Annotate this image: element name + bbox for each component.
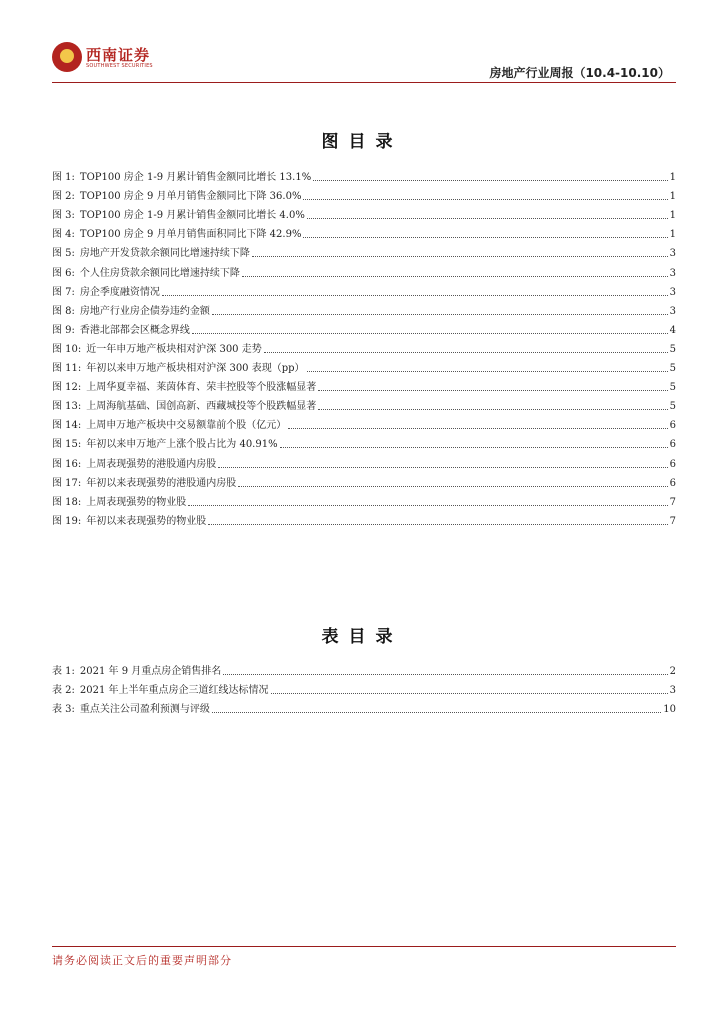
toc-entry-page: 5 xyxy=(669,382,676,394)
toc-dot-leader xyxy=(313,180,667,181)
toc-entry-number: 图 5: xyxy=(52,248,75,260)
toc-dot-leader xyxy=(307,218,668,219)
toc-entry-page: 3 xyxy=(669,248,676,260)
toc-dot-leader xyxy=(252,256,668,257)
toc-entry-title: 年初以来申万地产板块相对沪深 300 表现（pp） xyxy=(86,363,305,375)
footer-disclaimer: 请务必阅读正文后的重要声明部分 xyxy=(52,954,232,967)
toc-entry-page: 1 xyxy=(669,172,676,184)
toc-entry[interactable] xyxy=(52,299,676,318)
toc-entry[interactable] xyxy=(52,337,676,356)
toc-entry-number: 图 1: xyxy=(52,172,75,184)
toc-entry-page: 2 xyxy=(669,666,676,678)
toc-entry[interactable] xyxy=(52,165,676,184)
logo-name: 西南证券 xyxy=(86,46,151,64)
toc-entry-number: 图 17: xyxy=(52,477,82,489)
toc-entry-title: TOP100 房企 1-9 月累计销售金额同比增长 4.0% xyxy=(79,210,305,222)
toc-dot-leader xyxy=(242,276,668,277)
toc-dot-leader xyxy=(212,712,661,713)
toc-entry[interactable] xyxy=(52,509,676,528)
toc-entry-number: 图 18: xyxy=(52,496,82,508)
toc-entry-number: 表 1: xyxy=(52,666,75,678)
toc-entry-page: 6 xyxy=(669,420,676,432)
page-header xyxy=(52,40,676,80)
toc-entry-page: 10 xyxy=(663,704,676,716)
toc-entry-title: 年初以来表现强势的物业股 xyxy=(86,515,207,527)
logo-subtitle: SOUTHWEST SECURITIES xyxy=(86,63,153,69)
toc-entry-number: 图 8: xyxy=(52,305,75,317)
toc-entry-number: 图 11: xyxy=(52,363,82,375)
toc-entry-page: 4 xyxy=(669,324,676,336)
toc-entry-number: 图 13: xyxy=(52,401,82,413)
toc-dot-leader xyxy=(208,524,667,525)
toc-entry-number: 图 6: xyxy=(52,267,75,279)
toc-dot-leader xyxy=(192,333,668,334)
header-divider xyxy=(52,82,676,83)
toc-entry-title: TOP100 房企 1-9 月累计销售金额同比增长 13.1% xyxy=(79,172,312,184)
toc-entry-number: 图 12: xyxy=(52,382,82,394)
toc-entry-number: 图 7: xyxy=(52,286,75,298)
toc-dot-leader xyxy=(318,390,667,391)
toc-entry-title: 上周表现强势的物业股 xyxy=(86,496,187,508)
logo-emblem-icon xyxy=(52,42,82,72)
toc-entry-number: 表 2: xyxy=(52,685,75,697)
toc-entry-title: 香港北部都会区概念界线 xyxy=(79,324,190,336)
toc-entry-number: 图 10: xyxy=(52,343,82,355)
toc-entry-title: 年初以来表现强势的港股通内房股 xyxy=(86,477,237,489)
toc-entry-page: 6 xyxy=(669,458,676,470)
toc-entry[interactable] xyxy=(52,203,676,222)
footer-divider xyxy=(52,946,676,947)
toc-entry-page: 6 xyxy=(669,439,676,451)
toc-entry[interactable] xyxy=(52,471,676,490)
toc-entry-number: 图 15: xyxy=(52,439,82,451)
toc-entry-page: 3 xyxy=(669,305,676,317)
toc-entry[interactable] xyxy=(52,318,676,337)
toc-entry-number: 图 2: xyxy=(52,191,75,203)
toc-dot-leader xyxy=(307,371,668,372)
toc-entry-title: 个人住房贷款余额同比增速持续下降 xyxy=(79,267,240,279)
toc-entry-page: 1 xyxy=(669,210,676,222)
toc-entry-page: 7 xyxy=(669,515,676,527)
toc-entry[interactable] xyxy=(52,432,676,451)
toc-entry-page: 5 xyxy=(669,363,676,375)
toc-entry[interactable] xyxy=(52,659,676,678)
toc-entry-page: 1 xyxy=(669,229,676,241)
toc-entry-title: 房地产行业房企债券违约金额 xyxy=(79,305,210,317)
toc-entry-number: 图 16: xyxy=(52,458,82,470)
tables-section-title: 表目录 xyxy=(321,627,403,647)
toc-entry-number: 图 9: xyxy=(52,324,75,336)
toc-entry-title: 2021 年上半年重点房企三道红线达标情况 xyxy=(79,685,269,697)
toc-entry[interactable] xyxy=(52,678,676,697)
toc-entry-page: 5 xyxy=(669,343,676,355)
toc-entry-title: 房地产开发贷款余额同比增速持续下降 xyxy=(79,248,250,260)
toc-entry-number: 图 14: xyxy=(52,420,82,432)
toc-entry-page: 5 xyxy=(669,401,676,413)
report-title: 房地产行业周报（10.4-10.10） xyxy=(489,66,670,80)
toc-entry-title: 2021 年 9 月重点房企销售排名 xyxy=(79,666,222,678)
toc-entry-title: 房企季度融资情况 xyxy=(79,286,160,298)
toc-entry-page: 6 xyxy=(669,477,676,489)
toc-dot-leader xyxy=(280,447,668,448)
toc-dot-leader xyxy=(223,674,667,675)
toc-entry-number: 表 3: xyxy=(52,704,75,716)
toc-dot-leader xyxy=(162,295,668,296)
toc-dot-leader xyxy=(264,352,668,353)
toc-entry[interactable] xyxy=(52,241,676,260)
toc-entry-page: 3 xyxy=(669,286,676,298)
toc-entry-title: 年初以来申万地产上涨个股占比为 40.91% xyxy=(86,439,278,451)
toc-entry-title: 上周申万地产板块中交易额靠前个股（亿元） xyxy=(86,420,287,432)
company-logo xyxy=(52,40,172,76)
toc-entry[interactable] xyxy=(52,413,676,432)
toc-dot-leader xyxy=(188,505,667,506)
toc-entry-title: TOP100 房企 9 月单月销售金额同比下降 36.0% xyxy=(79,191,302,203)
toc-entry-title: 近一年申万地产板块相对沪深 300 走势 xyxy=(86,343,262,355)
toc-entry-title: 上周表现强势的港股通内房股 xyxy=(86,458,217,470)
toc-entry-page: 3 xyxy=(669,685,676,697)
toc-entry[interactable] xyxy=(52,356,676,375)
toc-entry[interactable] xyxy=(52,451,676,470)
toc-entry[interactable] xyxy=(52,222,676,241)
toc-entry-number: 图 3: xyxy=(52,210,75,222)
tables-list xyxy=(52,659,676,716)
toc-entry-page: 1 xyxy=(669,191,676,203)
toc-dot-leader xyxy=(218,467,667,468)
toc-entry[interactable] xyxy=(52,394,676,413)
toc-entry-page: 3 xyxy=(669,267,676,279)
toc-entry-page: 7 xyxy=(669,496,676,508)
toc-entry-title: TOP100 房企 9 月单月销售面积同比下降 42.9% xyxy=(79,229,302,241)
toc-dot-leader xyxy=(212,314,668,315)
figures-list xyxy=(52,165,676,528)
toc-dot-leader xyxy=(303,199,667,200)
toc-entry-number: 图 19: xyxy=(52,515,82,527)
toc-entry-title: 上周华夏幸福、莱茵体育、荣丰控股等个股涨幅显著 xyxy=(86,382,317,394)
toc-entry[interactable] xyxy=(52,184,676,203)
toc-entry-title: 上周海航基础、国创高新、西藏城投等个股跌幅显著 xyxy=(86,401,317,413)
toc-dot-leader xyxy=(318,409,667,410)
toc-entry[interactable] xyxy=(52,697,676,716)
toc-entry[interactable] xyxy=(52,260,676,279)
toc-entry[interactable] xyxy=(52,490,676,509)
toc-dot-leader xyxy=(303,237,667,238)
toc-entry-title: 重点关注公司盈利预测与评级 xyxy=(79,704,210,716)
toc-entry-number: 图 4: xyxy=(52,229,75,241)
toc-entry[interactable] xyxy=(52,375,676,394)
figures-section-title: 图目录 xyxy=(321,132,403,152)
toc-dot-leader xyxy=(288,428,667,429)
toc-dot-leader xyxy=(271,693,668,694)
toc-entry[interactable] xyxy=(52,280,676,299)
toc-dot-leader xyxy=(238,486,667,487)
